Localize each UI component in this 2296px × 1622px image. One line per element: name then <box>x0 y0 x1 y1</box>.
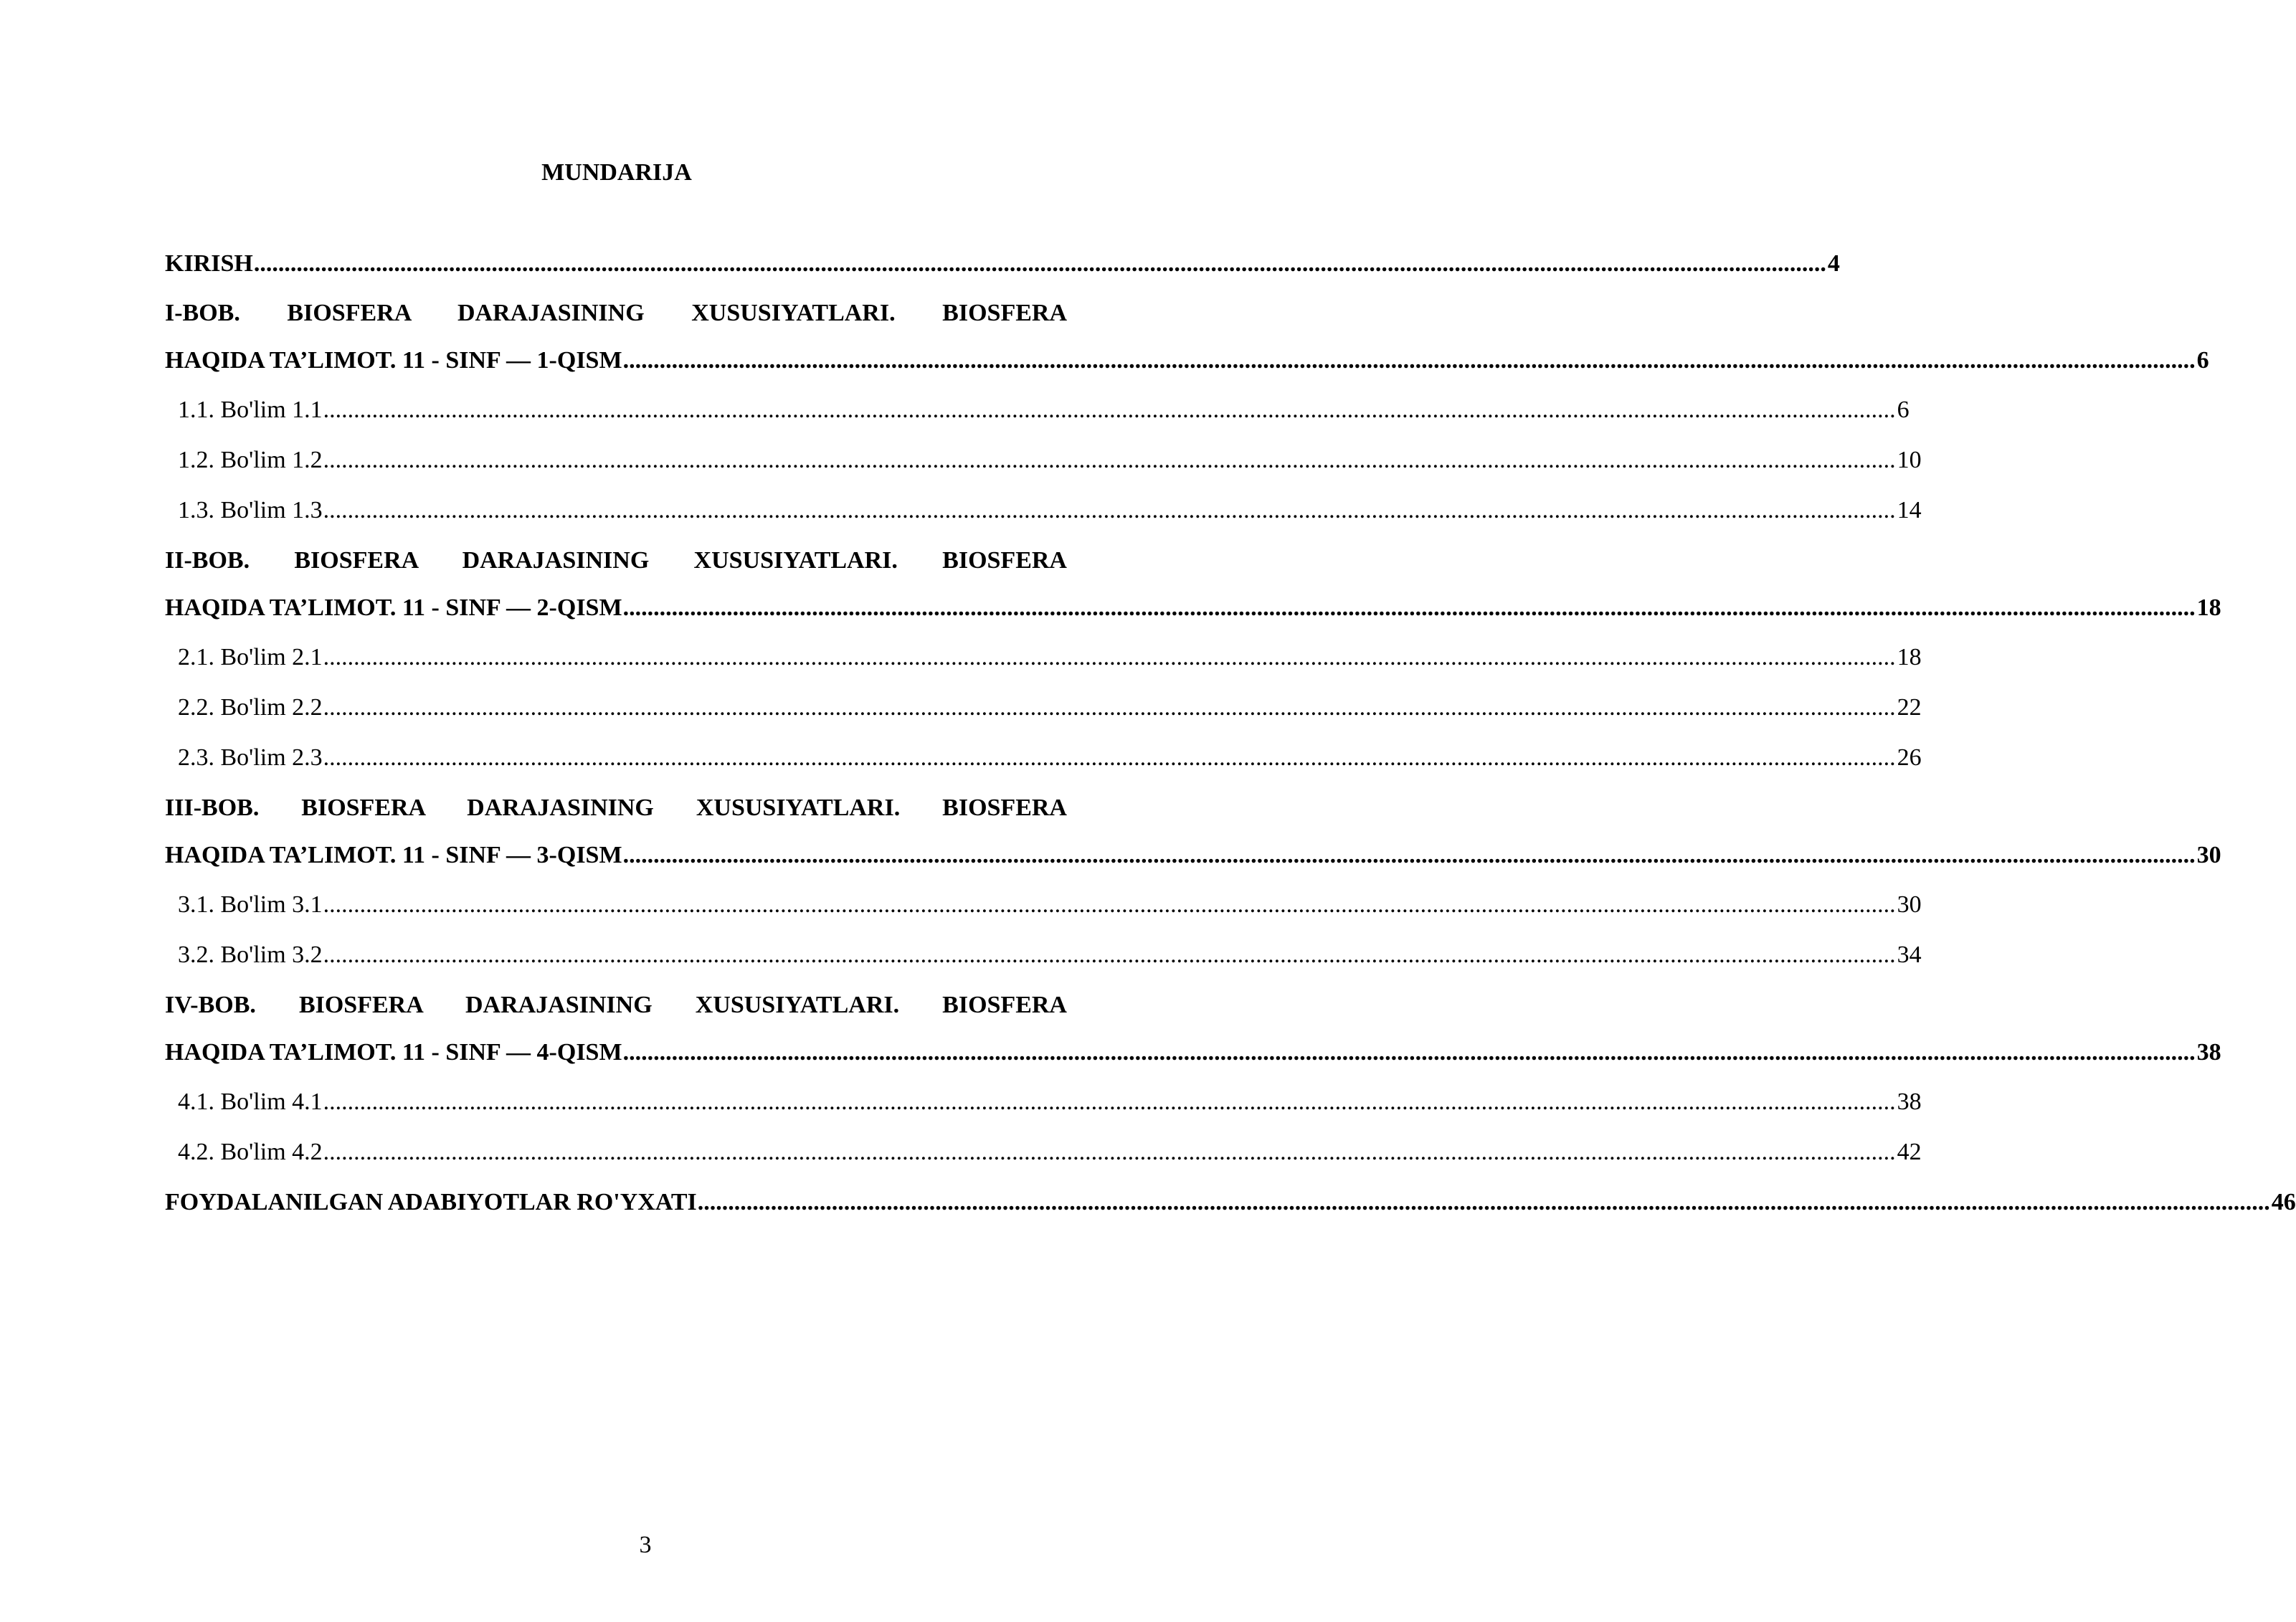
toc-entry-references[interactable] <box>165 1186 2296 1219</box>
toc-entry-section-4-2[interactable] <box>165 1136 1922 1169</box>
toc-entry-section-2-2[interactable] <box>165 691 1922 724</box>
dot-leader: .................................................................................................................................................................................................................................................................. <box>323 694 1896 721</box>
toc-entry-page: 38 <box>1897 1089 1922 1115</box>
toc-entry-title: 4.2. Bo'lim 4.2 <box>178 1139 323 1165</box>
toc-entry-chapter-1[interactable] <box>165 297 2209 377</box>
toc-entry-page: 14 <box>1897 497 1922 523</box>
toc-chapter-title-line1: IV-BOB. BIOSFERA DARAJASINING XUSUSIYATLARI. BIOSFERA <box>165 992 1067 1018</box>
toc-chapter-title-line1: III-BOB. BIOSFERA DARAJASINING XUSUSIYATLARI. BIOSFERA <box>165 795 1067 821</box>
toc-entry-page: 22 <box>1897 694 1922 721</box>
toc-entry-page: 6 <box>1897 397 1910 423</box>
dot-leader: .................................................................................................................................................................................................................................................................. <box>323 1089 1896 1115</box>
page-number: 3 <box>639 1532 652 1558</box>
table-of-contents <box>165 247 2296 1236</box>
toc-chapter-title-line2: HAQIDA TA’LIMOT. 11 - SINF — 1-QISM <box>165 347 622 374</box>
toc-entry-section-3-1[interactable] <box>165 888 1922 921</box>
toc-chapter-title-line2: HAQIDA TA’LIMOT. 11 - SINF — 4-QISM <box>165 1039 622 1066</box>
toc-entry-page: 30 <box>1897 891 1922 918</box>
toc-entry-page: 18 <box>1897 644 1922 670</box>
toc-entry-page: 18 <box>2196 594 2221 621</box>
toc-entry-title: 3.1. Bo'lim 3.1 <box>178 891 323 918</box>
toc-entry-title: 1.1. Bo'lim 1.1 <box>178 397 323 423</box>
toc-entry-chapter-3[interactable] <box>165 792 2221 872</box>
toc-entry-page: 30 <box>2196 842 2221 868</box>
toc-entry-section-2-3[interactable] <box>165 741 1922 774</box>
toc-entry-title: 2.2. Bo'lim 2.2 <box>178 694 323 721</box>
dot-leader: .................................................................................................................................................................................................................................................................. <box>622 594 2196 621</box>
dot-leader: .................................................................................................................................................................................................................................................................. <box>697 1189 2270 1215</box>
toc-entry-title: 2.3. Bo'lim 2.3 <box>178 744 323 771</box>
toc-entry-chapter-4[interactable] <box>165 989 2221 1069</box>
toc-entry-section-3-2[interactable] <box>165 939 1922 972</box>
dot-leader: .................................................................................................................................................................................................................................................................. <box>253 250 1826 277</box>
toc-entry-section-4-1[interactable] <box>165 1086 1922 1119</box>
toc-entry-kirish[interactable] <box>165 247 1840 280</box>
toc-entry-page: 46 <box>2271 1189 2296 1215</box>
dot-leader: .................................................................................................................................................................................................................................................................. <box>622 1039 2196 1066</box>
toc-entry-page: 26 <box>1897 744 1922 771</box>
toc-entry-section-1-1[interactable] <box>165 394 1910 427</box>
dot-leader: .................................................................................................................................................................................................................................................................. <box>323 497 1896 523</box>
toc-entry-title: 1.2. Bo'lim 1.2 <box>178 447 323 473</box>
dot-leader: .................................................................................................................................................................................................................................................................. <box>323 744 1896 771</box>
page-title: MUNDARIJA <box>541 159 692 186</box>
toc-entry-section-2-1[interactable] <box>165 641 1922 674</box>
dot-leader: .................................................................................................................................................................................................................................................................. <box>323 397 1896 423</box>
toc-entry-title: 2.1. Bo'lim 2.1 <box>178 644 323 670</box>
toc-entry-title: FOYDALANILGAN ADABIYOTLAR RO'YXATI <box>165 1189 697 1215</box>
toc-entry-title: 3.2. Bo'lim 3.2 <box>178 942 323 968</box>
toc-chapter-title-line1: I-BOB. BIOSFERA DARAJASINING XUSUSIYATLARI. BIOSFERA <box>165 300 1067 326</box>
toc-entry-title: 1.3. Bo'lim 1.3 <box>178 497 323 523</box>
toc-entry-page: 38 <box>2196 1039 2221 1066</box>
toc-entry-page: 34 <box>1897 942 1922 968</box>
toc-chapter-title-line1: II-BOB. BIOSFERA DARAJASINING XUSUSIYATLARI. BIOSFERA <box>165 547 1067 574</box>
toc-entry-page: 42 <box>1897 1139 1922 1165</box>
toc-entry-chapter-2[interactable] <box>165 544 2221 625</box>
dot-leader: .................................................................................................................................................................................................................................................................. <box>323 644 1896 670</box>
dot-leader: .................................................................................................................................................................................................................................................................. <box>323 447 1896 473</box>
toc-entry-page: 6 <box>2196 347 2209 374</box>
toc-entry-page: 10 <box>1897 447 1922 473</box>
toc-entry-title: 4.1. Bo'lim 4.1 <box>178 1089 323 1115</box>
toc-chapter-title-line2: HAQIDA TA’LIMOT. 11 - SINF — 2-QISM <box>165 594 622 621</box>
toc-entry-page: 4 <box>1827 250 1840 277</box>
dot-leader: .................................................................................................................................................................................................................................................................. <box>323 942 1896 968</box>
toc-entry-section-1-2[interactable] <box>165 444 1922 477</box>
dot-leader: .................................................................................................................................................................................................................................................................. <box>323 891 1896 918</box>
toc-entry-section-1-3[interactable] <box>165 494 1922 527</box>
dot-leader: .................................................................................................................................................................................................................................................................. <box>323 1139 1896 1165</box>
dot-leader: .................................................................................................................................................................................................................................................................. <box>622 842 2196 868</box>
toc-entry-title: KIRISH <box>165 250 253 277</box>
toc-chapter-title-line2: HAQIDA TA’LIMOT. 11 - SINF — 3-QISM <box>165 842 622 868</box>
dot-leader: .................................................................................................................................................................................................................................................................. <box>622 347 2196 374</box>
